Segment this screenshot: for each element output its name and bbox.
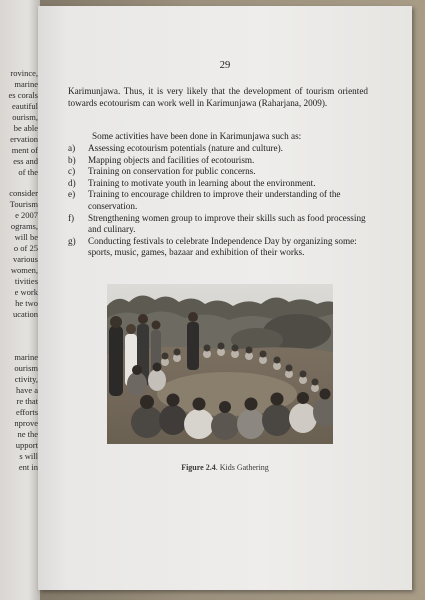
left-page-text-fragment: s will [19, 451, 38, 461]
left-page-text-fragment: consider [9, 188, 38, 198]
left-page-text-fragment: marine [14, 79, 38, 89]
list-item [68, 166, 372, 178]
left-page-text-fragment: ctivity, [14, 374, 38, 384]
list-marker: f) [68, 212, 75, 223]
figure-label: Figure 2.4 [181, 463, 216, 472]
left-page-text-fragment: ucation [12, 309, 38, 319]
left-page-text-fragment: ourism [14, 363, 38, 373]
page-number: 29 [219, 60, 231, 71]
left-page-text-fragment: re that [16, 396, 38, 406]
list-item [68, 155, 372, 167]
left-page-text-fragment: ourism, [12, 112, 38, 122]
left-page-text-fragment: will be [14, 232, 38, 242]
left-page-text-fragment: be able [13, 123, 38, 133]
left-page-text-fragment: ent in [18, 462, 38, 472]
list-item [68, 189, 372, 212]
left-page-edge [0, 0, 40, 600]
list-marker: d) [68, 177, 76, 188]
list-item-text: Strengthening women group to improve their skills such as food processing and culinary. [88, 212, 366, 235]
left-page-text-fragment: o of 25 [13, 243, 38, 253]
list-marker: a) [68, 143, 76, 153]
list-item-text: Assessing ecotourism potentials (nature and culture). [88, 143, 283, 153]
left-page-text-fragment: various [12, 254, 38, 264]
list-item-text: Mapping objects and facilities of ecotourism. [88, 154, 255, 165]
left-page-text-fragment: ne the [17, 429, 38, 439]
left-page-text-fragment: tivities [14, 276, 38, 286]
left-page-text-fragment: upport [15, 440, 38, 450]
left-page-text-fragment: of the [18, 167, 38, 177]
left-page-text-fragment: have a [16, 385, 38, 395]
left-page-text-fragment: Tourism [9, 199, 38, 209]
left-page-text-fragment: ograms, [10, 221, 38, 231]
list-item [68, 236, 372, 259]
list-item-text: Training to encourage children to improve their understanding of the conservation. [88, 189, 341, 211]
list-item [68, 143, 372, 155]
list-marker: e) [68, 189, 76, 200]
left-page-text-fragment: ess and [13, 156, 38, 166]
left-page-text-fragment: women, [10, 265, 38, 275]
list-marker: b) [68, 154, 76, 165]
left-page-text-fragment: eautiful [12, 101, 38, 111]
list-item-text: Conducting festivals to celebrate Independence Day by organizing some: sports, music, games, bazaar and exhibition of their works. [88, 235, 357, 258]
left-page-text-fragment: ment of [11, 145, 38, 155]
activities-intro: Some activities have been done in Karimunjawa such as: [92, 131, 302, 141]
left-page-text-fragment: marine [14, 352, 38, 362]
list-item-text: Training on conservation for public concerns. [88, 166, 256, 177]
list-marker: c) [68, 166, 76, 177]
left-page-text-fragment: ervation [10, 134, 38, 144]
list-marker: g) [68, 235, 76, 246]
left-page-text-fragment: es corals [8, 90, 38, 100]
book-page [38, 6, 412, 590]
left-page-text-fragment: he two [15, 298, 38, 308]
intro-paragraph: Karimunjawa. Thus, it is very likely that the development of tourism oriented towards ecotourism can work well in Karimunjawa (Raharjana, 2009). [68, 86, 368, 108]
activities-list [68, 143, 372, 259]
figure-title: . Kids Gathering [215, 463, 269, 472]
left-page-text-fragment: nprove [14, 418, 38, 428]
list-item [68, 178, 372, 190]
left-page-text-fragment: rovince, [10, 68, 38, 78]
left-page-text-fragment: efforts [15, 407, 38, 417]
left-page-text-fragment: e work [14, 287, 38, 297]
list-item [68, 213, 372, 236]
left-page-text-fragment: e 2007 [15, 210, 38, 220]
list-item-text: Training to motivate youth in learning about the environment. [88, 177, 316, 188]
kids-gathering-photo [107, 284, 333, 444]
figure-caption [38, 463, 412, 472]
